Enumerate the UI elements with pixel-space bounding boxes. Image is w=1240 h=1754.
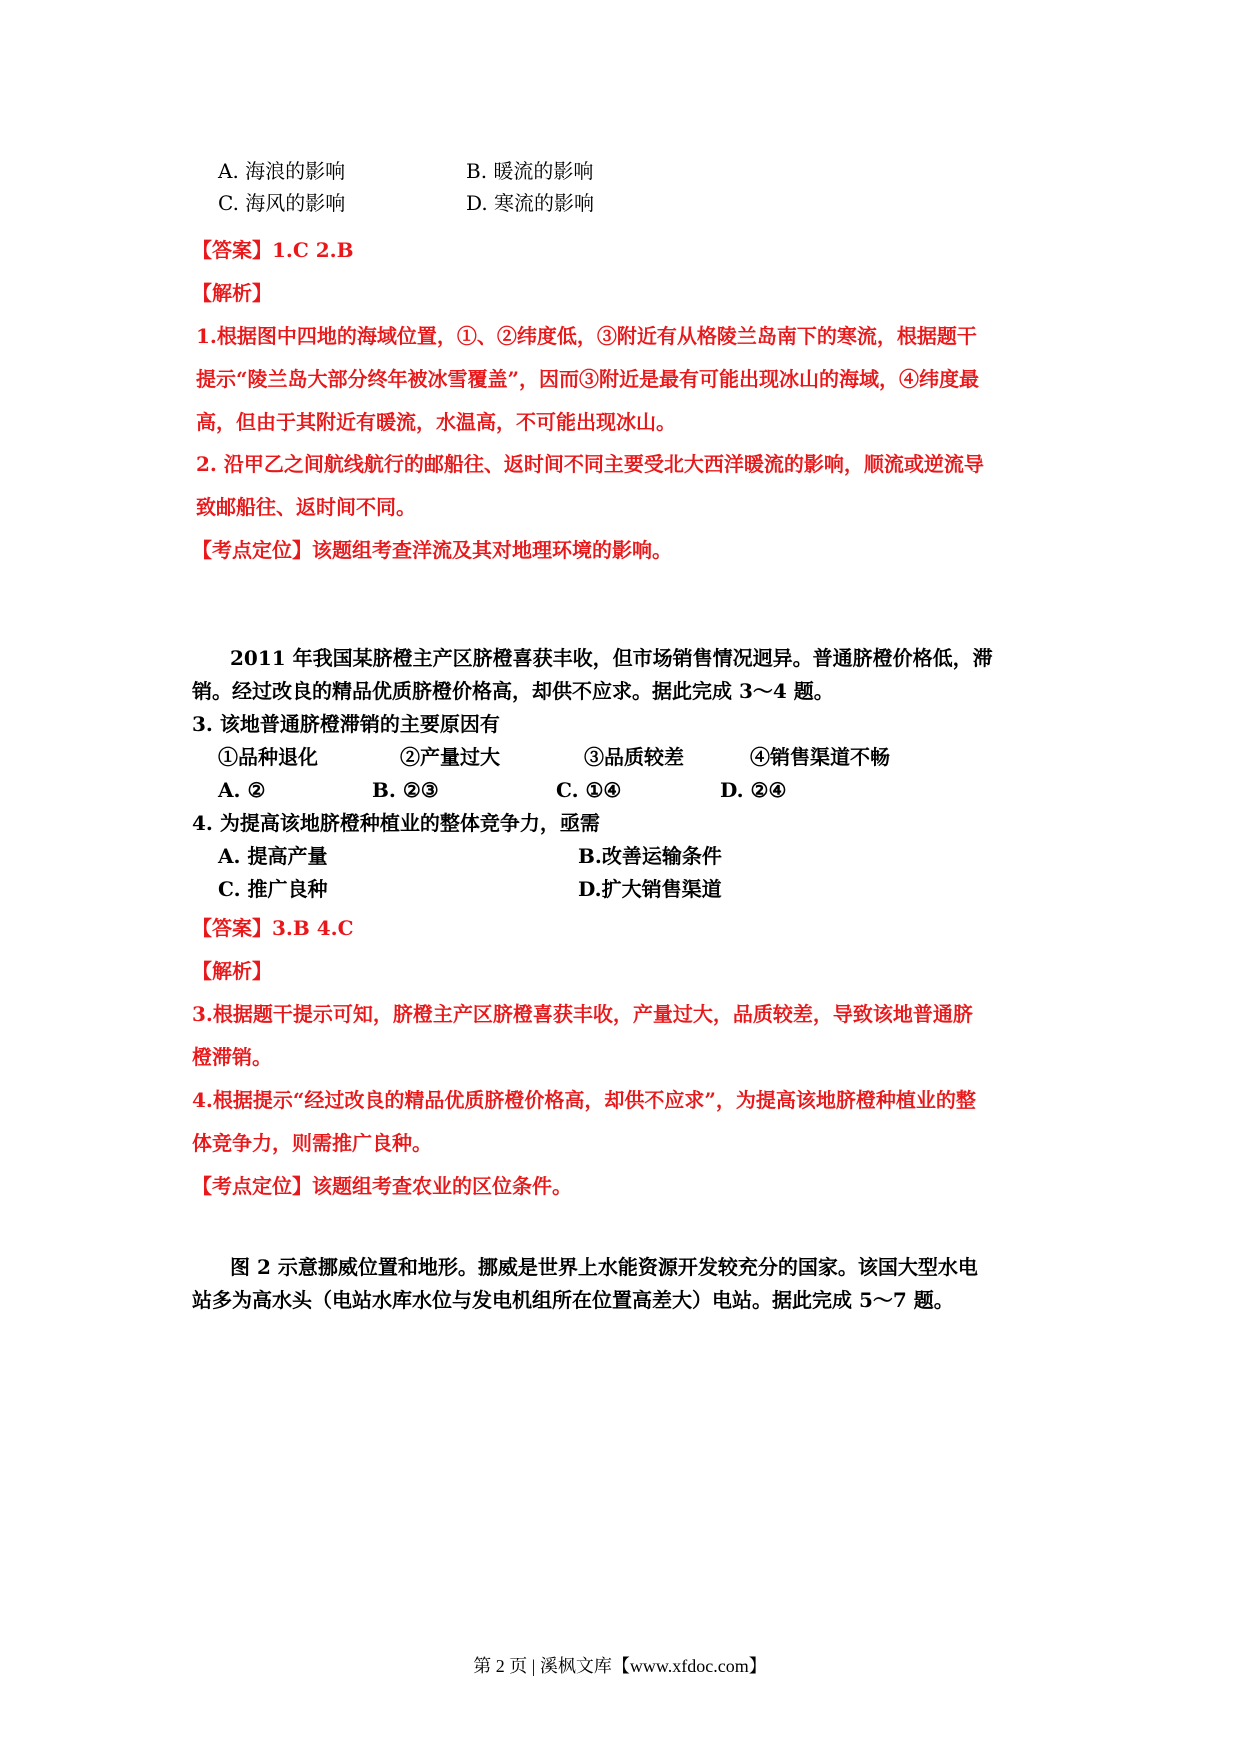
q3-item-2: ②产量过大 [400, 745, 500, 769]
page-footer: 第 2 页 | 溪枫文库【www.xfdoc.com】 [473, 1656, 767, 1676]
q3-stem: 3. 该地普通脐橙滞销的主要原因有 [192, 712, 500, 736]
key-point-1: 【考点定位】该题组考查洋流及其对地理环境的影响。 [192, 538, 672, 562]
q4-option-b: B.改善运输条件 [578, 844, 722, 868]
q4-stem: 4. 为提高该地脐橙种植业的整体竞争力，亟需 [192, 811, 600, 835]
answer-3-4: 【答案】3.B 4.C [192, 916, 354, 940]
analysis-1-line-3: 高，但由于其附近有暖流，水温高，不可能出现冰山。 [196, 410, 676, 434]
q12-option-c: C. 海风的影响 [218, 191, 346, 215]
analysis-3-line-2: 橙滞销。 [192, 1045, 272, 1069]
passage-3-line-1: 图 2 示意挪威位置和地形。挪威是世界上水能资源开发较充分的国家。该国大型水电 [230, 1255, 978, 1279]
passage-2-line-1: 2011 年我国某脐橙主产区脐橙喜获丰收，但市场销售情况迥异。普通脐橙价格低，滞 [230, 646, 993, 670]
q4-option-c: C. 推广良种 [218, 877, 328, 901]
analysis-label-2: 【解析】 [192, 959, 272, 983]
q4-option-a: A. 提高产量 [218, 844, 328, 868]
analysis-4-line-1: 4.根据提示“经过改良的精品优质脐橙价格高，却供不应求”，为提高该地脐橙种植业的整 [192, 1088, 976, 1112]
q3-option-b: B. ②③ [372, 778, 439, 802]
q3-item-4: ④销售渠道不畅 [750, 745, 890, 769]
answer-1-2: 【答案】1.C 2.B [192, 238, 354, 262]
q12-option-d: D. 寒流的影响 [466, 191, 595, 215]
analysis-3-line-1: 3.根据题干提示可知，脐橙主产区脐橙喜获丰收，产量过大，品质较差，导致该地普通脐 [192, 1002, 973, 1026]
q3-item-3: ③品质较差 [584, 745, 684, 769]
q3-option-c: C. ①④ [556, 778, 622, 802]
q12-option-b: B. 暖流的影响 [466, 159, 594, 183]
passage-3-line-2: 站多为高水头（电站水库水位与发电机组所在位置高差大）电站。据此完成 5～7 题。 [192, 1288, 954, 1312]
q3-option-d: D. ②④ [720, 778, 787, 802]
q3-item-1: ①品种退化 [218, 745, 318, 769]
q3-option-a: A. ② [218, 778, 266, 802]
q4-option-d: D.扩大销售渠道 [578, 877, 722, 901]
key-point-2: 【考点定位】该题组考查农业的区位条件。 [192, 1174, 572, 1198]
analysis-4-line-2: 体竞争力，则需推广良种。 [192, 1131, 432, 1155]
analysis-2-line-1: 2. 沿甲乙之间航线航行的邮船往、返时间不同主要受北大西洋暖流的影响，顺流或逆流导 [196, 452, 984, 476]
analysis-1-line-2: 提示“陵兰岛大部分终年被冰雪覆盖”，因而③附近是最有可能出现冰山的海域，④纬度最 [196, 367, 980, 391]
analysis-2-line-2: 致邮船往、返时间不同。 [196, 495, 416, 519]
passage-2-line-2: 销。经过改良的精品优质脐橙价格高，却供不应求。据此完成 3～4 题。 [192, 679, 834, 703]
q12-option-a: A. 海浪的影响 [218, 159, 346, 183]
analysis-label-1: 【解析】 [192, 281, 272, 305]
analysis-1-line-1: 1.根据图中四地的海域位置，①、②纬度低，③附近有从格陵兰岛南下的寒流，根据题干 [196, 324, 977, 348]
